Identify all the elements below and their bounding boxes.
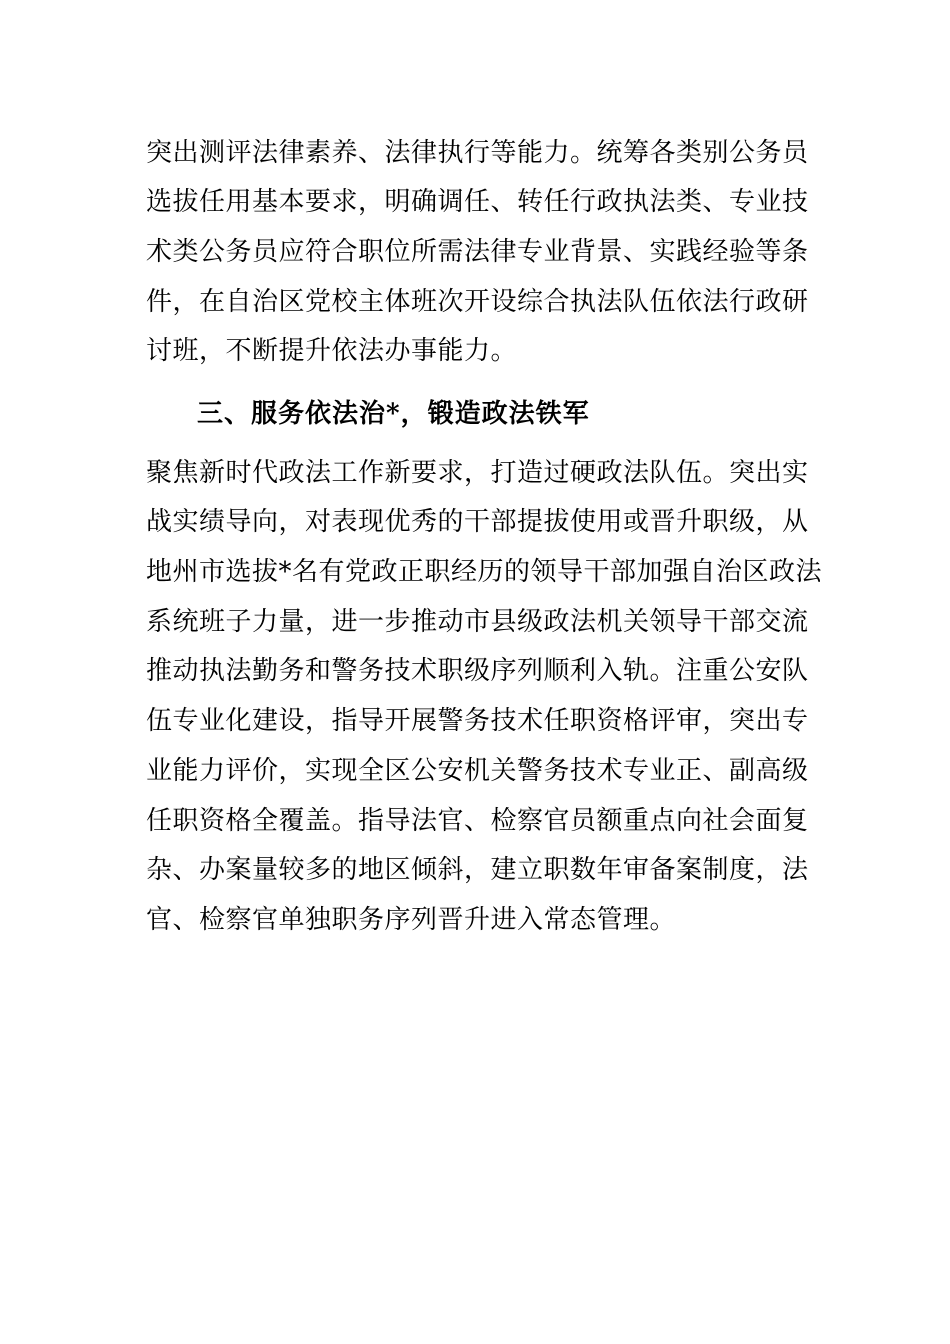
- paragraph-1-line-2: 选拔任用基本要求，明确调任、转任行政执法类、专业技: [146, 187, 809, 217]
- paragraph-2-line-6: 伍专业化建设，指导开展警务技术任职资格评审，突出专: [146, 706, 809, 736]
- paragraph-2-line-1: 聚焦新时代政法工作新要求，打造过硬政法队伍。突出实: [146, 458, 809, 488]
- paragraph-2-line-7: 业能力评价，实现全区公安机关警务技术专业正、副高级: [146, 756, 809, 786]
- paragraph-2-line-9: 杂、办案量较多的地区倾斜，建立职数年审备案制度，法: [146, 855, 809, 885]
- paragraph-1-line-1: 突出测评法律素养、法律执行等能力。统筹各类别公务员: [146, 138, 809, 168]
- paragraph-2-line-3: 地州市选拔*名有党政正职经历的领导干部加强自治区政法: [146, 557, 823, 587]
- paragraph-2-line-2: 战实绩导向，对表现优秀的干部提拔使用或晋升职级，从: [146, 507, 809, 537]
- paragraph-1-line-3: 术类公务员应符合职位所需法律专业背景、实践经验等条: [146, 237, 809, 267]
- paragraph-2-line-10: 官、检察官单独职务序列晋升进入常态管理。: [146, 905, 677, 935]
- paragraph-2-line-4: 系统班子力量，进一步推动市县级政法机关领导干部交流: [146, 607, 809, 637]
- section-heading: 三、服务依法治*，锻造政法铁军: [197, 399, 590, 429]
- paragraph-2-line-8: 任职资格全覆盖。指导法官、检察官员额重点向社会面复: [146, 806, 809, 836]
- paragraph-2-line-5: 推动执法勤务和警务技术职级序列顺利入轨。注重公安队: [146, 656, 809, 686]
- paragraph-1-line-5: 讨班，不断提升依法办事能力。: [146, 336, 518, 366]
- paragraph-1-line-4: 件，在自治区党校主体班次开设综合执法队伍依法行政研: [146, 287, 809, 317]
